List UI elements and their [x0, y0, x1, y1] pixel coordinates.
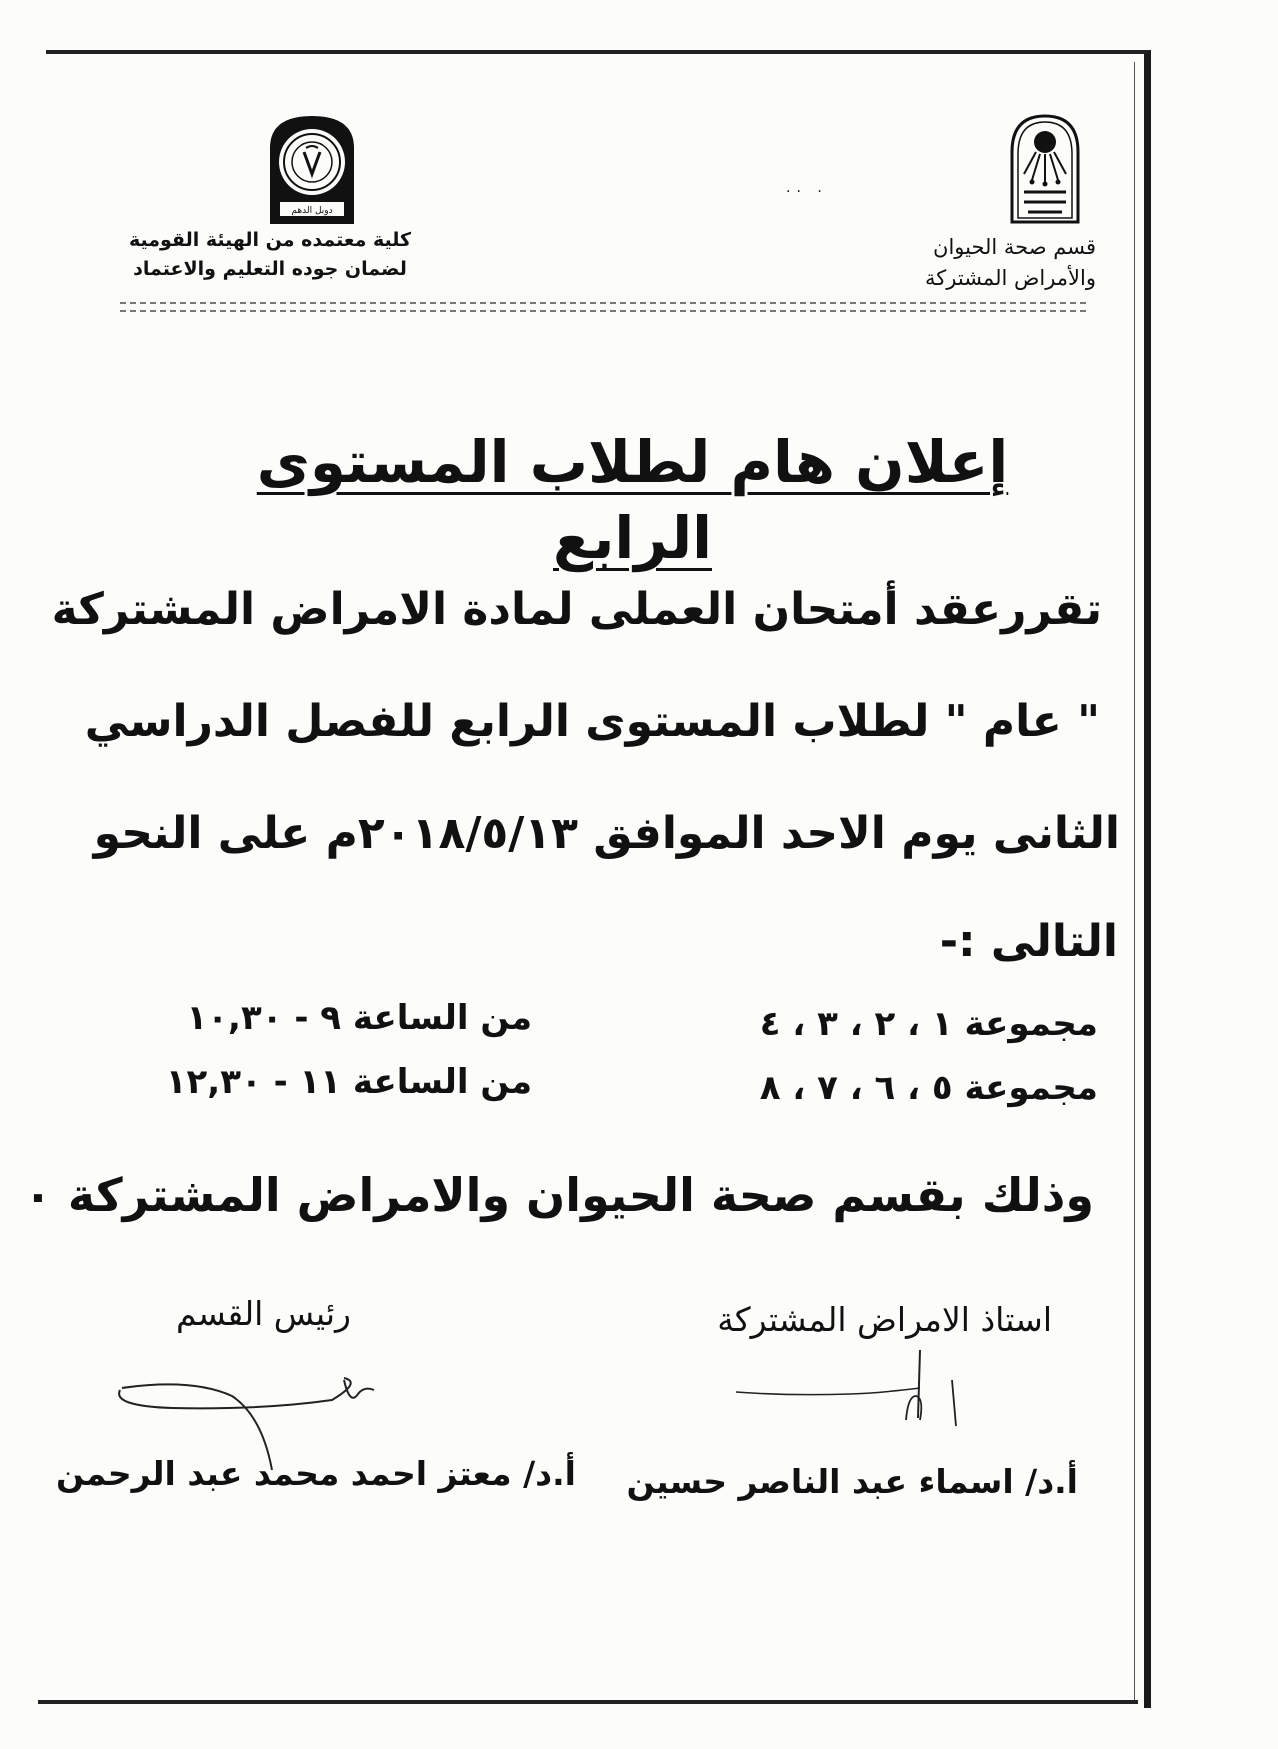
header-divider — [120, 302, 1086, 312]
body-line-1: تقررعقد أمتحان العملى لمادة الامراض المشتركة — [51, 584, 1102, 635]
schedule-time-1: من الساعة ٩ - ١٠,٣٠ — [186, 998, 532, 1038]
body-line-4: التالى :- — [939, 916, 1118, 967]
schedule-group-2: مجموعة ٥ ، ٦ ، ٧ ، ٨ — [759, 1068, 1098, 1108]
department-name: قسم صحة الحيوان والأمراض المشتركة — [925, 235, 1096, 290]
body-line-2: " عام " لطلاب المستوى الرابع للفصل الدراسي — [84, 696, 1100, 747]
accreditation-statement: كلية معتمده من الهيئة القومية لضمان جوده التعليم والاعتماد — [128, 229, 412, 280]
professor-name: أ.د/ اسماء عبد الناصر حسين — [626, 1462, 1078, 1501]
page-border-bottom — [38, 1700, 1138, 1704]
professor-signature — [730, 1340, 960, 1430]
professor-title: استاذ الامراض المشتركة — [717, 1300, 1052, 1339]
schedule-group-1: مجموعة ١ ، ٢ ، ٣ ، ٤ — [759, 1004, 1098, 1044]
closing-line: وذلك بقسم صحة الحيوان والامراض المشتركة ٠ — [23, 1168, 1094, 1222]
announcement-title: إعلان هام لطلاب المستوى الرابع — [256, 428, 1009, 572]
head-of-department-name: أ.د/ معتز احمد محمد عبد الرحمن — [56, 1454, 576, 1493]
page-border-inner — [1134, 62, 1135, 1702]
head-of-department-title: رئيس القسم — [176, 1294, 351, 1333]
schedule-time-2: من الساعة ١١ - ١٢,٣٠ — [165, 1062, 532, 1102]
university-logo — [1006, 112, 1084, 224]
faculty-logo-text: دوبل الدهم — [291, 206, 333, 216]
scan-dots: ·· · — [786, 184, 828, 200]
faculty-logo — [266, 112, 358, 226]
body-line-3: الثانى يوم الاحد الموافق ٢٠١٨/٥/١٣م على النحو — [93, 808, 1120, 859]
